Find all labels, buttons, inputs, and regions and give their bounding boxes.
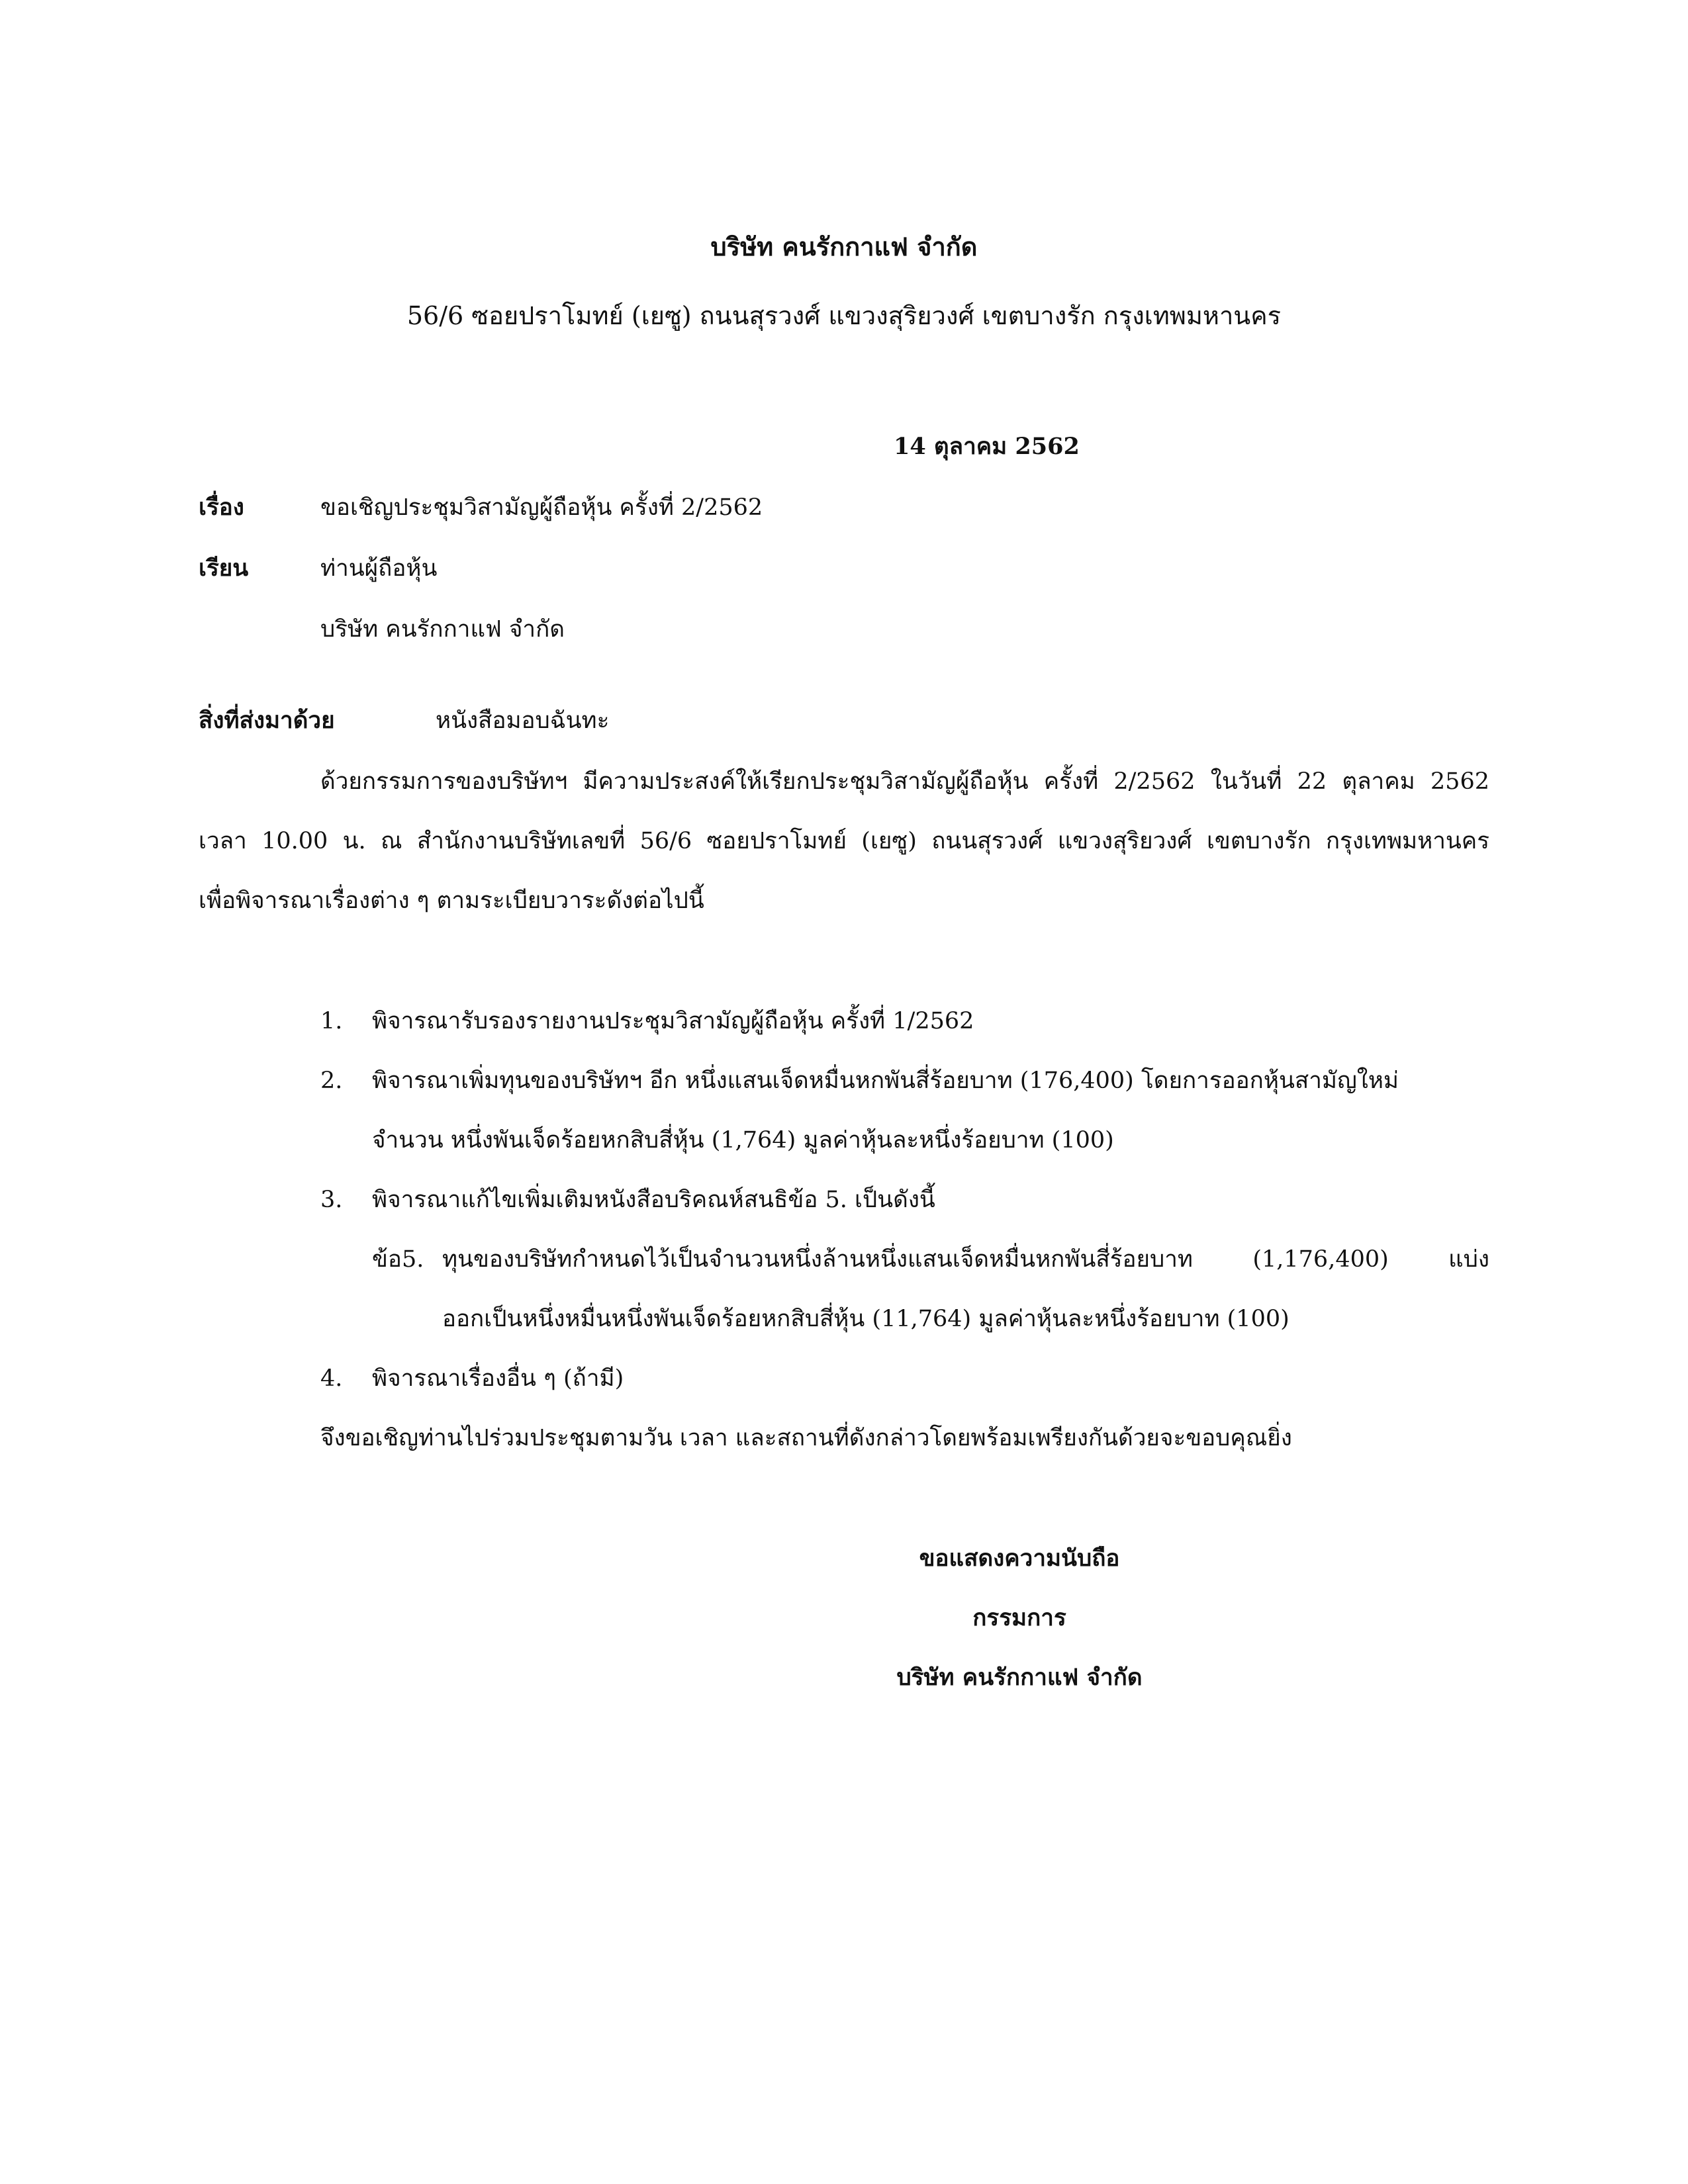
closing-sentence: จึงขอเชิญท่านไปร่วมประชุมตามวัน เวลา และสถานที่ดังกล่าวโดยพร้อมเพรียงกันด้วยจะขอบคุณยิ่ง (320, 1425, 1292, 1451)
company-address: 56/6 ซอยปราโมทย์ (เยซู) ถนนสุรวงศ์ แขวงสุริยวงศ์ เขตบางรัก กรุงเทพมหานคร (406, 301, 1282, 330)
agenda-item-4-number: 4. (320, 1365, 343, 1392)
clause-5-text: ทุนของบริษัทกำหนดไว้เป็นจำนวนหนึ่งล้านหนึ่งแสนเจ็ดหมื่นหกพันสี่ร้อยบาท (1,176,400) แบ่ง (442, 1246, 1489, 1273)
agenda-item-3-number: 3. (320, 1187, 343, 1213)
clause-5-label: ข้อ5. (372, 1246, 424, 1273)
letter-date: 14 ตุลาคม 2562 (894, 433, 1080, 460)
subject-label: เรื่อง (199, 494, 244, 521)
clause-5-continuation: ออกเป็นหนึ่งหมื่นหนึ่งพันเจ็ดร้อยหกสิบสี่หุ้น (11,764) มูลค่าหุ้นละหนึ่งร้อยบาท (100) (442, 1306, 1289, 1332)
subject-text: ขอเชิญประชุมวิสามัญผู้ถือหุ้น ครั้งที่ 2/2562 (320, 494, 763, 521)
body-line-3: เพื่อพิจารณาเรื่องต่าง ๆ ตามระเบียบวาระดังต่อไปนี้ (199, 887, 704, 914)
enclosure-text: หนังสือมอบฉันทะ (436, 707, 610, 734)
body-line-2: เวลา 10.00 น. ณ สำนักงานบริษัทเลขที่ 56/6 ซอยปราโมทย์ (เยซู) ถนนสุรวงศ์ แขวงสุริยวงศ์ เขตบางรัก กรุงเทพมหานคร (199, 828, 1489, 854)
signature-title: กรรมการ (972, 1604, 1066, 1631)
agenda-item-4-text: พิจารณาเรื่องอื่น ๆ (ถ้ามี) (372, 1365, 624, 1392)
signature-regards: ขอแสดงความนับถือ (919, 1545, 1120, 1572)
agenda-item-1-number: 1. (320, 1008, 343, 1034)
signature-company: บริษัท คนรักกาแฟ จำกัด (896, 1664, 1143, 1691)
recipient-label: เรียน (199, 555, 249, 582)
body-line-1: ด้วยกรรมการของบริษัทฯ มีความประสงค์ให้เรียกประชุมวิสามัญผู้ถือหุ้น ครั้งที่ 2/2562 ในวันที่ 22 ตุลาคม 2562 (320, 768, 1489, 795)
agenda-item-2-number: 2. (320, 1068, 343, 1094)
agenda-item-2-text: พิจารณาเพิ่มทุนของบริษัทฯ อีก หนึ่งแสนเจ็ดหมื่นหกพันสี่ร้อยบาท (176,400) โดยการออกหุ้นสามัญใหม่ (372, 1068, 1399, 1094)
agenda-item-1-text: พิจารณารับรองรายงานประชุมวิสามัญผู้ถือหุ้น ครั้งที่ 1/2562 (372, 1008, 974, 1034)
company-name: บริษัท คนรักกาแฟ จำกัด (710, 232, 978, 261)
recipient-line-2: บริษัท คนรักกาแฟ จำกัด (320, 616, 565, 643)
recipient-line-1: ท่านผู้ถือหุ้น (320, 555, 438, 582)
enclosure-label: สิ่งที่ส่งมาด้วย (199, 707, 335, 734)
agenda-item-3-text: พิจารณาแก้ไขเพิ่มเติมหนังสือบริคณห์สนธิข้อ 5. เป็นดังนี้ (372, 1187, 935, 1213)
agenda-item-2-continuation: จำนวน หนึ่งพันเจ็ดร้อยหกสิบสี่หุ้น (1,764) มูลค่าหุ้นละหนึ่งร้อยบาท (100) (372, 1127, 1114, 1154)
